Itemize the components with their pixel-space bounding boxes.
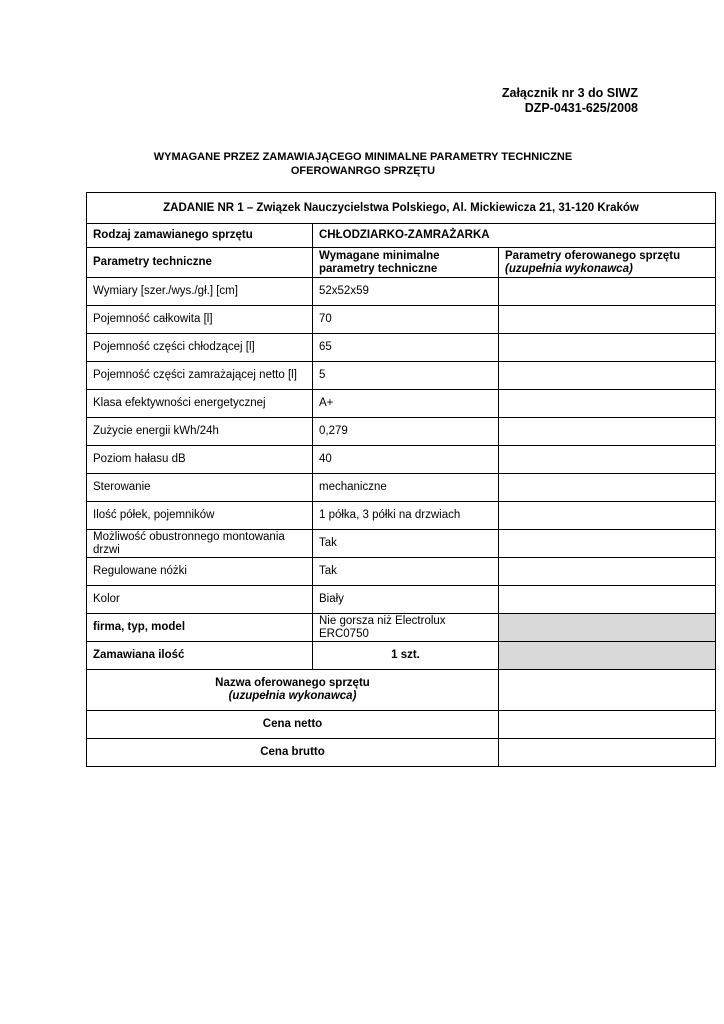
- param-required-value: mechaniczne: [313, 474, 499, 502]
- param-label: Pojemność części zamrażającej netto [l]: [87, 362, 313, 390]
- param-label: Zużycie energii kWh/24h: [87, 418, 313, 446]
- model-row: [87, 614, 716, 642]
- param-required-value: 70: [313, 306, 499, 334]
- quantity-row: [87, 642, 716, 670]
- gross-price-row: [87, 739, 716, 767]
- col-offered-header: [499, 248, 716, 278]
- col-required-line-1: Wymagane minimalne: [319, 249, 440, 262]
- param-offered-cell[interactable]: [499, 390, 716, 418]
- net-price-row: [87, 711, 716, 739]
- offered-name-label: [87, 670, 499, 711]
- equipment-value: CHŁODZIARKO-ZAMRAŻARKA: [313, 224, 716, 248]
- param-row: [87, 446, 716, 474]
- offered-name-input-cell[interactable]: [499, 670, 716, 711]
- param-label: Pojemność części chłodzącej [l]: [87, 334, 313, 362]
- param-label: Sterowanie: [87, 474, 313, 502]
- param-offered-cell[interactable]: [499, 278, 716, 306]
- title-line-1: WYMAGANE PRZEZ ZAMAWIAJĄCEGO MINIMALNE PARAMETRY TECHNICZNE: [153, 151, 573, 163]
- param-offered-cell[interactable]: [499, 418, 716, 446]
- gross-price-label: Cena brutto: [87, 739, 499, 767]
- param-required-value: Biały: [313, 586, 499, 614]
- equipment-label: Rodzaj zamawianego sprzętu: [87, 224, 313, 248]
- param-offered-cell[interactable]: [499, 530, 716, 558]
- param-label: Pojemność całkowita [l]: [87, 306, 313, 334]
- param-label: Poziom hałasu dB: [87, 446, 313, 474]
- offered-name-line-2: (uzupełnia wykonawca): [228, 690, 357, 702]
- param-offered-cell[interactable]: [499, 474, 716, 502]
- task-title: ZADANIE NR 1 – Związek Nauczycielstwa Polskiego, Al. Mickiewicza 21, 31-120 Kraków: [87, 193, 716, 224]
- param-row: [87, 502, 716, 530]
- param-row: [87, 390, 716, 418]
- equipment-row: [87, 224, 716, 248]
- model-label: firma, typ, model: [87, 614, 313, 642]
- offered-name-line-1: Nazwa oferowanego sprzętu: [215, 677, 370, 689]
- column-header-row: [87, 248, 716, 278]
- col-required-header: [313, 248, 499, 278]
- param-row: [87, 278, 716, 306]
- param-label: Regulowane nóżki: [87, 558, 313, 586]
- param-offered-cell[interactable]: [499, 446, 716, 474]
- param-row: [87, 530, 716, 558]
- param-offered-cell[interactable]: [499, 502, 716, 530]
- reference-number: DZP-0431-625/2008: [524, 100, 638, 115]
- param-required-value: Tak: [313, 558, 499, 586]
- param-label: Ilość półek, pojemników: [87, 502, 313, 530]
- param-offered-cell[interactable]: [499, 334, 716, 362]
- param-label: Wymiary [szer./wys./gł.] [cm]: [87, 278, 313, 306]
- param-required-value: 52x52x59: [313, 278, 499, 306]
- param-row: [87, 586, 716, 614]
- attachment-label: Załącznik nr 3 do SIWZ: [501, 86, 638, 100]
- param-required-value: 1 półka, 3 półki na drzwiach: [313, 502, 499, 530]
- quantity-offered-cell: [499, 642, 716, 670]
- param-row: [87, 474, 716, 502]
- net-price-label: Cena netto: [87, 711, 499, 739]
- col-params-header: Parametry techniczne: [87, 248, 313, 278]
- model-value: [313, 614, 499, 642]
- model-value-line-2: ERC0750: [319, 627, 369, 640]
- param-row: [87, 558, 716, 586]
- param-required-value: 5: [313, 362, 499, 390]
- param-offered-cell[interactable]: [499, 586, 716, 614]
- col-offered-line-1: Parametry oferowanego sprzętu: [505, 249, 681, 262]
- document-title: [86, 150, 640, 178]
- spec-table: [86, 192, 716, 767]
- param-required-value: 65: [313, 334, 499, 362]
- param-row: [87, 334, 716, 362]
- offered-name-row: [87, 670, 716, 711]
- param-required-value: 0,279: [313, 418, 499, 446]
- quantity-label: Zamawiana ilość: [87, 642, 313, 670]
- param-label: Klasa efektywności energetycznej: [87, 390, 313, 418]
- param-label: Kolor: [87, 586, 313, 614]
- model-value-line-1: Nie gorsza niż Electrolux: [319, 614, 446, 627]
- param-row: [87, 418, 716, 446]
- param-required-value: Tak: [313, 530, 499, 558]
- task-row: [87, 193, 716, 224]
- col-offered-line-2: (uzupełnia wykonawca): [505, 262, 633, 275]
- quantity-value: 1 szt.: [313, 642, 499, 670]
- param-offered-cell[interactable]: [499, 362, 716, 390]
- param-offered-cell[interactable]: [499, 306, 716, 334]
- param-row: [87, 306, 716, 334]
- param-label: Możliwość obustronnego montowania drzwi: [87, 530, 313, 558]
- param-required-value: 40: [313, 446, 499, 474]
- param-offered-cell[interactable]: [499, 558, 716, 586]
- param-row: [87, 362, 716, 390]
- document-reference: [502, 86, 638, 115]
- param-required-value: A+: [313, 390, 499, 418]
- col-required-line-2: parametry techniczne: [319, 262, 438, 275]
- gross-price-input-cell[interactable]: [499, 739, 716, 767]
- title-line-2: OFEROWANRGO SPRZĘTU: [290, 165, 436, 177]
- model-offered-cell: [499, 614, 716, 642]
- net-price-input-cell[interactable]: [499, 711, 716, 739]
